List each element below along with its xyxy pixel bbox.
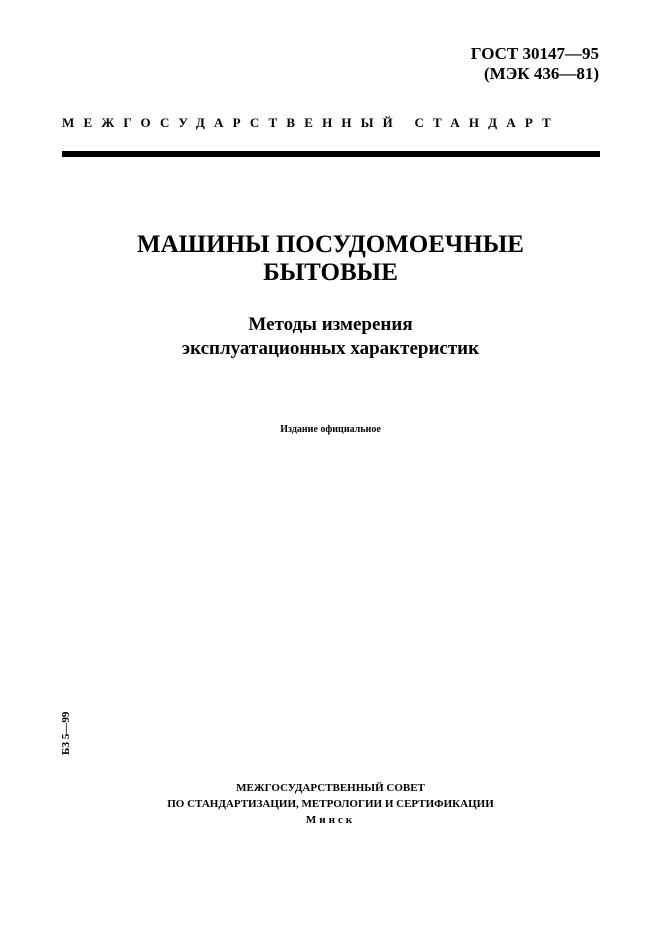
gost-number: ГОСТ 30147—95 bbox=[470, 44, 599, 63]
document-subtitle bbox=[0, 313, 661, 361]
publisher-line-2: ПО СТАНДАРТИЗАЦИИ, МЕТРОЛОГИИ И СЕРТИФИКАЦИИ bbox=[167, 798, 494, 810]
document-title bbox=[0, 231, 661, 287]
publisher-line-1: МЕЖГОСУДАРСТВЕННЫЙ СОВЕТ bbox=[236, 782, 425, 794]
publisher-block bbox=[0, 780, 661, 828]
subtitle-line-1: Методы измерения bbox=[248, 314, 413, 335]
edition-label: Издание официальное bbox=[280, 424, 381, 435]
standard-type-heading: МЕЖГОСУДАРСТВЕННЫЙ СТАНДАРТ bbox=[62, 115, 561, 130]
side-code: БЗ 5—99 bbox=[60, 711, 72, 755]
header-rule bbox=[62, 151, 600, 157]
iec-number: (МЭК 436—81) bbox=[484, 64, 599, 83]
publisher-city: Минск bbox=[305, 814, 356, 826]
document-code bbox=[471, 44, 599, 84]
title-line-1: МАШИНЫ ПОСУДОМОЕЧНЫЕ bbox=[137, 231, 524, 258]
subtitle-line-2: эксплуатационных характеристик bbox=[181, 338, 480, 359]
title-line-2: БЫТОВЫЕ bbox=[263, 259, 398, 286]
